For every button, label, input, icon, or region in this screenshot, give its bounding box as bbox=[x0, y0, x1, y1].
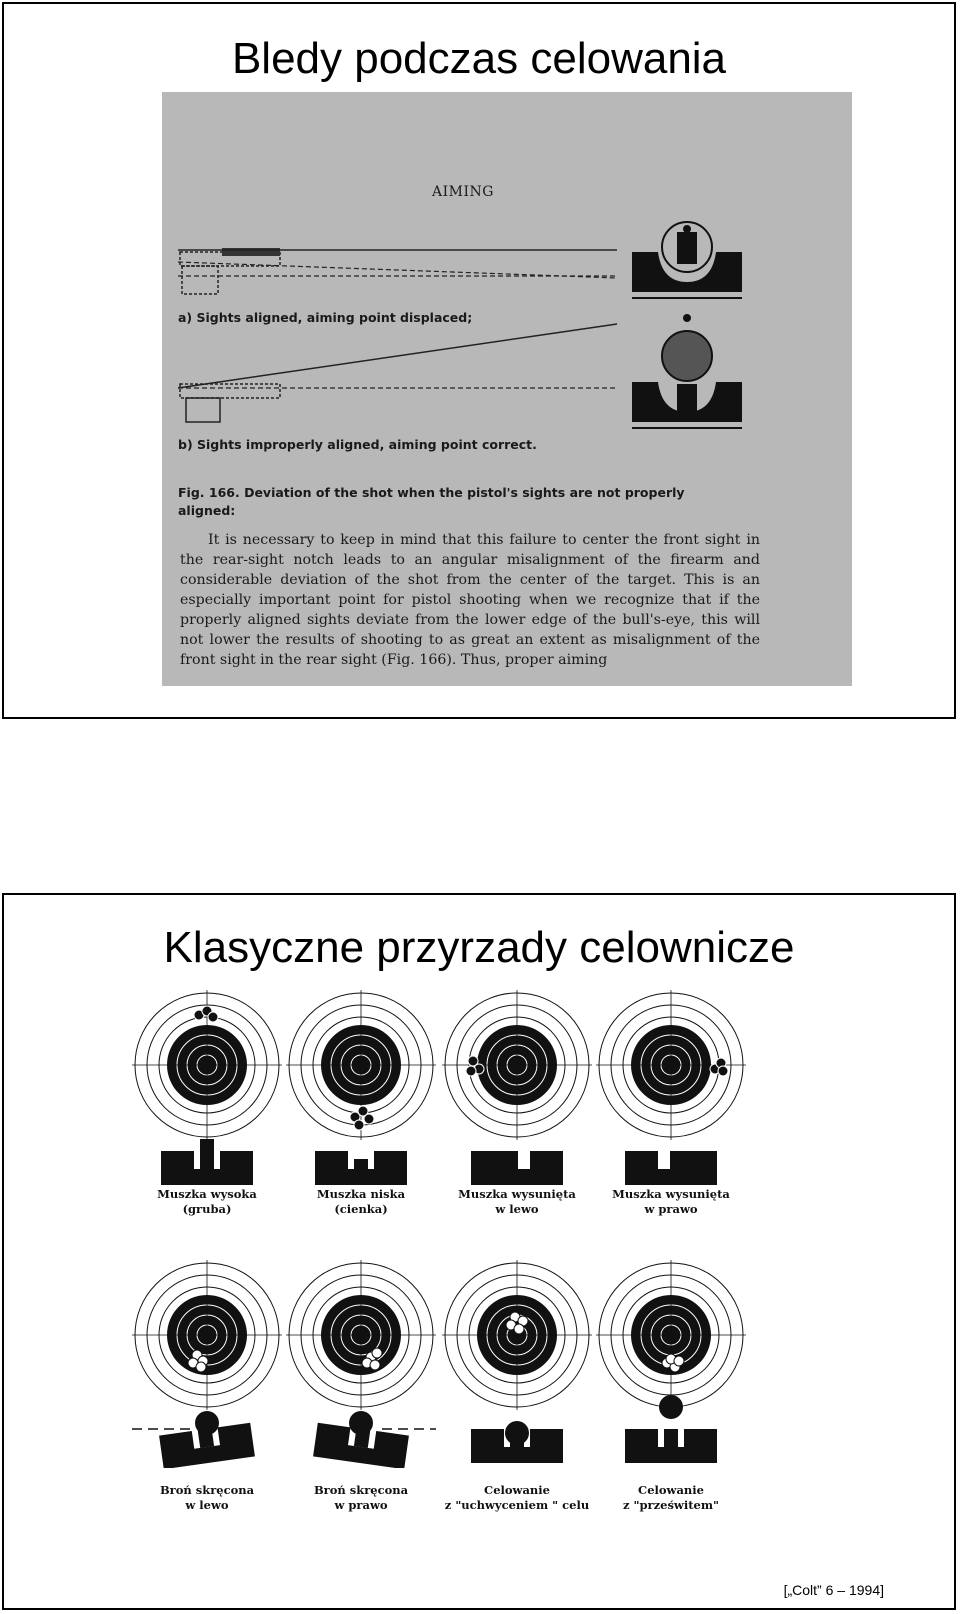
sight-picture-a-icon bbox=[632, 222, 742, 298]
sight-picture-2-2 bbox=[286, 1393, 442, 1468]
source-credit: [„Colt” 6 – 1994] bbox=[783, 1582, 884, 1598]
label-line: z "uchwyceniem " celu bbox=[444, 1498, 590, 1512]
label-line: w lewo bbox=[495, 1202, 539, 1216]
label-line: z "prześwitem" bbox=[622, 1498, 719, 1512]
sight-picture-2-3 bbox=[442, 1393, 598, 1468]
rear-sight-icon bbox=[286, 1393, 436, 1468]
sight-picture-1-3 bbox=[442, 1115, 598, 1190]
label-line: Broń skręcona bbox=[313, 1483, 409, 1497]
slide-classic-sights bbox=[2, 893, 956, 1610]
target-2-2 bbox=[286, 1260, 442, 1410]
caption-a: a) Sights aligned, aiming point displaced; bbox=[178, 310, 473, 325]
caption-b: b) Sights improperly aligned, aiming point correct. bbox=[178, 437, 537, 452]
label-line: w prawo bbox=[334, 1498, 388, 1512]
shot-hole bbox=[514, 1324, 524, 1334]
shot-hole bbox=[466, 1066, 476, 1076]
sight-picture-1-4 bbox=[596, 1115, 752, 1190]
sight-label-1-1 bbox=[122, 1187, 292, 1217]
shot-hole bbox=[370, 1360, 380, 1370]
slide-aiming-errors bbox=[2, 2, 956, 719]
pistol-b-icon bbox=[180, 384, 280, 422]
rear-sight-icon bbox=[132, 1393, 282, 1468]
pistol-a-icon bbox=[180, 248, 280, 294]
body-paragraph: It is necessary to keep in mind that this failure to center the front sight in the rear-sight notch leads to an angular misalignment of the firearm and considerable deviation of the shot from the center of the target. This is an especially important point for pistol shooting when we recognize that if the properly aligned sights deviate from the lower edge of the bull's-eye, this will not lower the results of shooting to as great an extent as misalignment of the front sight in the rear sight (Fig. 166). Thus, proper aiming bbox=[180, 532, 760, 668]
rear-sight-icon bbox=[132, 1115, 282, 1190]
sight-label-2-1 bbox=[122, 1483, 292, 1513]
page-header: AIMING bbox=[432, 184, 494, 200]
shot-hole bbox=[208, 1012, 218, 1022]
sight-label-2-2 bbox=[276, 1483, 446, 1513]
slide-title: Klasyczne przyrzady celownicze bbox=[163, 923, 795, 972]
rear-sight-icon bbox=[596, 1115, 746, 1190]
label-line: Muszka niska bbox=[316, 1187, 406, 1201]
label-line: w prawo bbox=[644, 1202, 698, 1216]
sight-picture-2-4 bbox=[596, 1393, 752, 1468]
sight-label-2-3 bbox=[432, 1483, 602, 1513]
sight-label-1-3 bbox=[432, 1187, 602, 1217]
target-icon bbox=[286, 1260, 436, 1410]
slide-title: Bledy podczas celowania bbox=[231, 34, 727, 83]
sight-label-1-2 bbox=[276, 1187, 446, 1217]
label-line: w lewo bbox=[185, 1498, 229, 1512]
shot-hole bbox=[196, 1362, 206, 1372]
target-icon bbox=[132, 1260, 282, 1410]
sight-examples-grid bbox=[4, 895, 954, 1608]
shot-hole bbox=[718, 1066, 728, 1076]
rear-sight-icon bbox=[596, 1393, 746, 1468]
label-line: Celowanie bbox=[638, 1483, 704, 1497]
rear-sight-icon bbox=[442, 1393, 592, 1468]
target-icon bbox=[442, 1260, 592, 1410]
rear-sight-icon bbox=[442, 1115, 592, 1190]
label-line: Muszka wysoka bbox=[157, 1187, 257, 1201]
sight-label-2-4 bbox=[586, 1483, 756, 1513]
sight-picture-b-icon bbox=[632, 314, 742, 428]
sight-picture-1-2 bbox=[286, 1115, 442, 1190]
label-line: (cienka) bbox=[334, 1202, 388, 1216]
label-line: Muszka wysunięta bbox=[458, 1187, 576, 1201]
shot-hole bbox=[674, 1356, 684, 1366]
target-icon bbox=[596, 1260, 746, 1410]
target-2-4 bbox=[596, 1260, 752, 1410]
label-line: Muszka wysunięta bbox=[612, 1187, 730, 1201]
figure-caption: Fig. 166. Deviation of the shot when the pistol's sights are not properly aligned: bbox=[178, 485, 685, 518]
target-2-3 bbox=[442, 1260, 598, 1410]
shot-hole bbox=[372, 1348, 382, 1358]
label-line: (gruba) bbox=[182, 1202, 232, 1216]
sight-picture-1-1 bbox=[132, 1115, 288, 1190]
label-line: Celowanie bbox=[484, 1483, 550, 1497]
scanned-book-page bbox=[162, 92, 852, 686]
rear-sight-icon bbox=[286, 1115, 436, 1190]
target-2-1 bbox=[132, 1260, 288, 1410]
sight-label-1-4 bbox=[586, 1187, 756, 1217]
sight-picture-2-1 bbox=[132, 1393, 288, 1468]
label-line: Broń skręcona bbox=[159, 1483, 255, 1497]
